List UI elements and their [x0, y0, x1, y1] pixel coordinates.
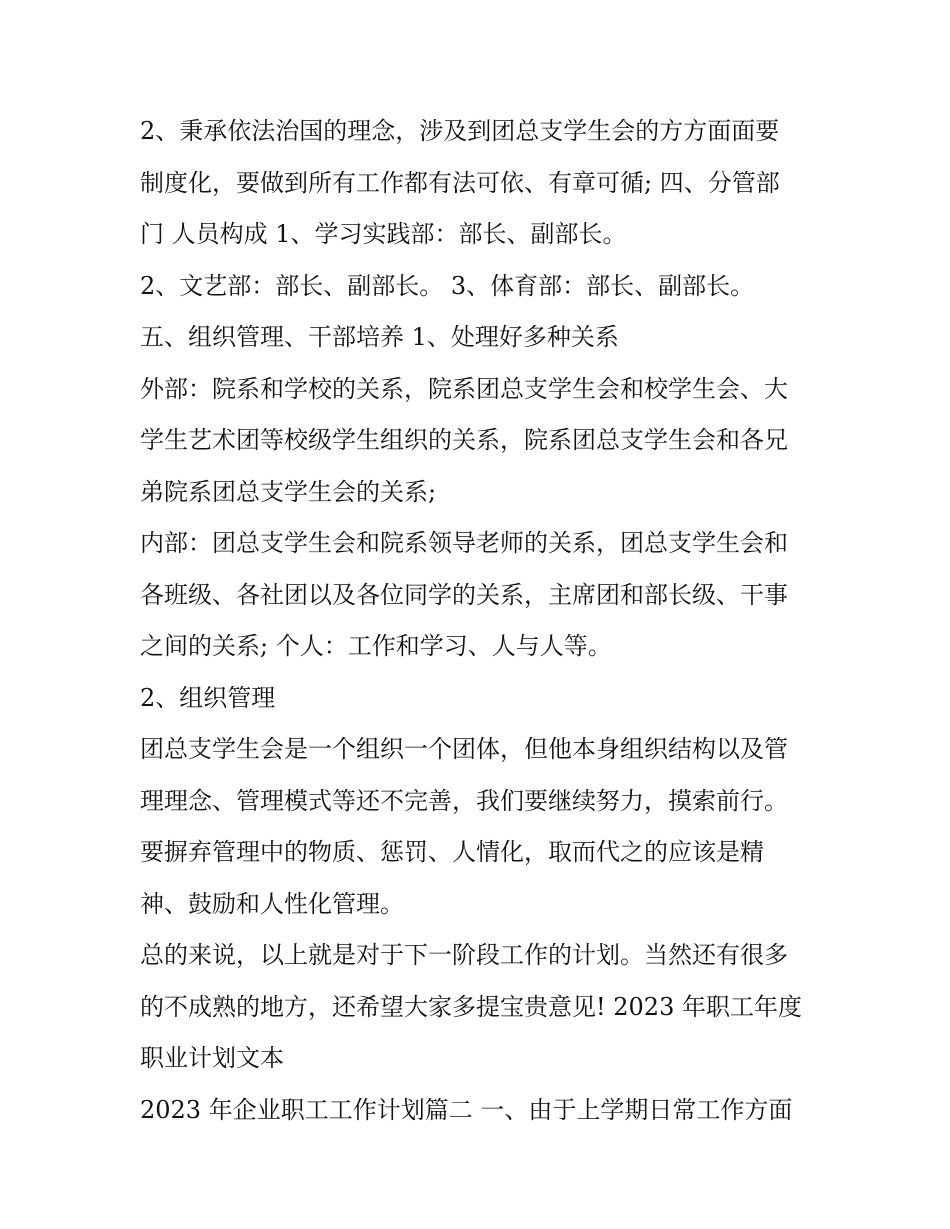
- text-line: 门 人员构成 1、学习实践部：部长、副部长。: [140, 220, 627, 248]
- text-line: 神、鼓励和人性化管理。: [140, 889, 404, 918]
- text-line: 学生艺术团等校级学生组织的关系，院系团总支学生会和各兄: [140, 426, 788, 454]
- text-line: 理理念、管理模式等还不完善，我们要继续努力，摸索前行。: [140, 786, 788, 815]
- text-line: 制度化，要做到所有工作都有法可依、有章可循; 四、分管部: [140, 168, 780, 197]
- text-line: 之间的关系; 个人：工作和学习、人与人等。: [140, 632, 612, 660]
- text-line: 内部：团总支学生会和院系领导老师的关系，团总支学生会和: [140, 529, 788, 557]
- text-line: 五、组织管理、干部培养 1、处理好多种关系: [140, 323, 619, 351]
- text-line: 各班级、各社团以及各位同学的关系，主席团和部长级、干事: [140, 580, 788, 609]
- text-line: 总的来说，以上就是对于下一阶段工作的计划。当然还有很多: [140, 941, 788, 969]
- text-line: 2、组织管理: [140, 683, 276, 712]
- text-line: 职业计划文本: [140, 1044, 284, 1072]
- text-line: 2、秉承依法治国的理念，涉及到团总支学生会的方方面面要: [140, 117, 780, 145]
- text-line: 的不成熟的地方，还希望大家多提宝贵意见! 2023 年职工年度: [140, 992, 802, 1021]
- text-line: 要摒弃管理中的物质、惩罚、人情化，取而代之的应该是精: [140, 838, 764, 866]
- text-line: 2、文艺部：部长、副部长。 3、体育部：部长、副部长。: [140, 271, 755, 300]
- text-line: 2023 年企业职工工作计划篇二 一、由于上学期日常工作方面: [140, 1095, 793, 1124]
- text-line: 团总支学生会是一个组织一个团体，但他本身组织结构以及管: [140, 735, 788, 763]
- text-line: 弟院系团总支学生会的关系;: [140, 477, 437, 506]
- document-body: [140, 106, 820, 1136]
- text-line: 外部：院系和学校的关系，院系团总支学生会和校学生会、大: [140, 374, 788, 403]
